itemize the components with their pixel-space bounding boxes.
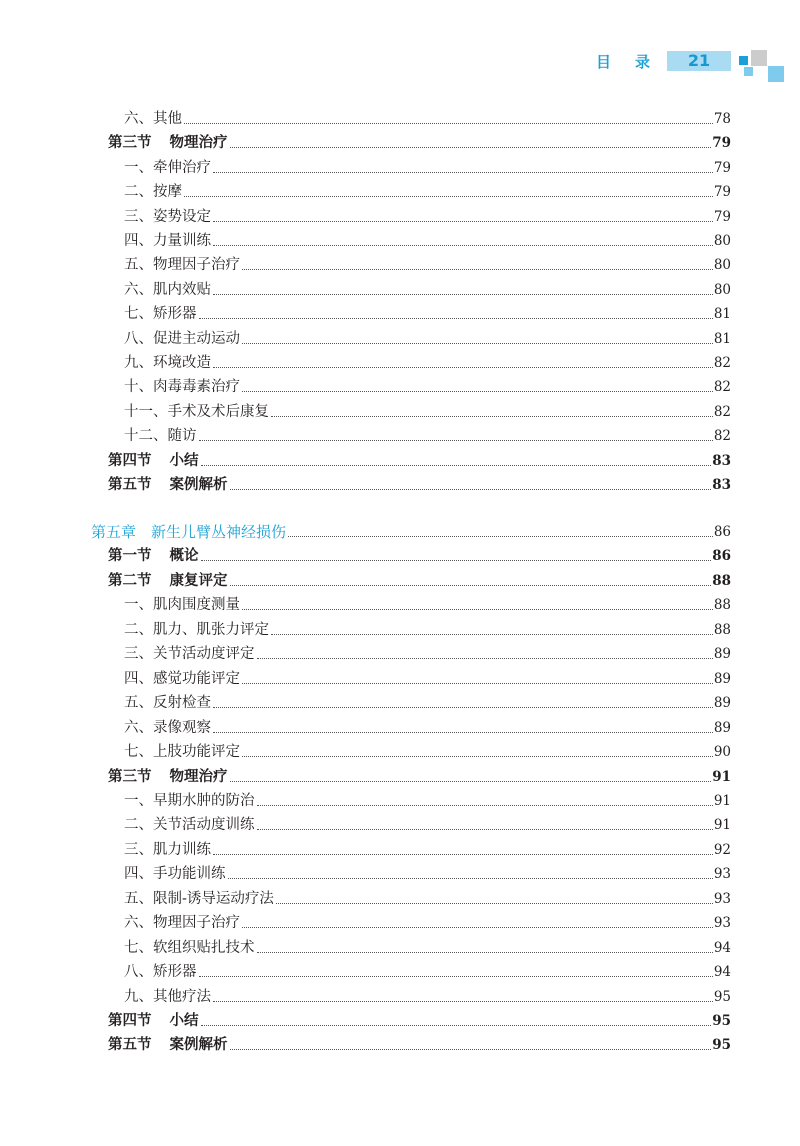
toc-item-label: 八、促进主动运动: [124, 330, 240, 347]
toc-page-number: 93: [713, 890, 731, 907]
toc-item-label: 二、肌力、肌张力评定: [124, 621, 269, 638]
toc-item-label: 三、关节活动度评定: [124, 646, 255, 663]
toc-item-label: 四、手功能训练: [124, 866, 226, 883]
toc-page-number: 90: [713, 744, 731, 761]
toc-page-number: 91: [713, 792, 731, 809]
dot-leader: [271, 416, 713, 417]
toc-page-number: 86: [712, 548, 731, 565]
toc-section-row: [108, 1008, 731, 1030]
toc-item-row: [124, 155, 731, 177]
toc-page-number: 94: [713, 964, 731, 981]
toc-item-row: [124, 617, 731, 639]
toc-item-label: 十一、手术及术后康复: [124, 403, 269, 420]
toc-item-row: [124, 959, 731, 981]
toc-item-label: 五、限制-诱导运动疗法: [124, 890, 274, 907]
toc-item-label: 三、姿势设定: [124, 208, 211, 225]
dot-leader: [230, 1049, 712, 1050]
toc-chapter-row: [91, 519, 731, 541]
dot-leader: [257, 658, 713, 659]
toc-page-number: 79: [713, 208, 731, 225]
running-title-char-2: 录: [635, 53, 653, 71]
toc-item-label: 五、反射检查: [124, 695, 211, 712]
dot-leader: [242, 927, 713, 928]
dot-leader: [201, 560, 712, 561]
toc-page-number: 88: [712, 572, 731, 589]
toc-page-number: 81: [713, 330, 731, 347]
toc-page-number: 91: [713, 817, 731, 834]
toc-section-label: [108, 476, 228, 494]
toc-section-row: [108, 472, 731, 494]
dot-leader: [276, 903, 713, 904]
toc-page-number: 79: [713, 159, 731, 176]
dot-leader: [213, 732, 713, 733]
toc-section-title: 康复评定: [169, 571, 228, 589]
dot-leader: [199, 976, 713, 977]
toc-item-row: [124, 910, 731, 932]
dot-leader: [201, 1025, 712, 1026]
toc-section-row: [108, 448, 731, 470]
page-number: 21: [667, 51, 731, 71]
dot-leader: [199, 318, 713, 319]
toc-item-row: [124, 984, 731, 1006]
dot-leader: [213, 221, 713, 222]
dot-leader: [242, 683, 713, 684]
toc-page-number: 91: [712, 768, 731, 785]
toc-section-label: [108, 1012, 199, 1030]
toc-item-label: 二、按摩: [124, 184, 182, 201]
dot-leader: [230, 781, 712, 782]
toc-item-label: 七、矫形器: [124, 306, 197, 323]
dot-leader: [213, 1001, 713, 1002]
toc-item-label: 八、矫形器: [124, 964, 197, 981]
dot-leader: [242, 756, 713, 757]
toc-item-label: 六、其他: [124, 111, 182, 127]
toc-item-row: [124, 350, 731, 372]
toc-page-number: 83: [712, 477, 731, 493]
toc-page-number: 83: [712, 452, 731, 469]
decor-square-lightblue-small: [744, 67, 753, 76]
dot-leader: [213, 707, 713, 708]
toc-section-title: 物理治疗: [169, 134, 228, 152]
toc-section-row: [108, 764, 731, 786]
toc-item-row: [124, 592, 731, 614]
toc-section-title: 案例解析: [169, 476, 228, 493]
toc-item-row: [124, 715, 731, 737]
toc-item-row: [124, 837, 731, 859]
toc-item-row: [124, 861, 731, 883]
dot-leader: [228, 878, 713, 879]
dot-leader: [242, 609, 713, 610]
toc-page-number: 79: [713, 184, 731, 201]
toc-item-row: [124, 277, 731, 299]
toc-section-number: 第五节: [108, 476, 152, 493]
toc-section-label: [108, 134, 228, 152]
toc-page-number: 82: [713, 403, 731, 420]
dot-leader: [213, 294, 713, 295]
toc-page-number: 80: [713, 233, 731, 249]
toc-section-number: 第五节: [108, 1036, 152, 1054]
toc-section-title: 物理治疗: [169, 767, 228, 785]
toc-section-title: 小结: [169, 1012, 199, 1029]
toc-item-row: [124, 886, 731, 908]
toc-page-number: 81: [713, 306, 731, 323]
toc-page-number: 95: [712, 1037, 731, 1054]
toc-item-row: [124, 374, 731, 396]
toc-item-row: [124, 179, 731, 201]
toc-section-label: [108, 768, 228, 786]
dot-leader: [288, 536, 713, 537]
toc-item-row: [124, 399, 731, 421]
decor-square-gray: [751, 50, 767, 66]
dot-leader: [213, 367, 713, 368]
toc-item-row: [124, 935, 731, 957]
toc-page-number: 80: [713, 281, 731, 298]
page-header: [0, 0, 800, 90]
toc-item-label: 三、肌力训练: [124, 841, 211, 858]
toc-page-number: 89: [713, 670, 731, 687]
toc-item-label: 十、肉毒毒素治疗: [124, 379, 240, 396]
toc-page-number: 82: [713, 428, 731, 445]
toc-page-number: 93: [713, 866, 731, 883]
toc-section-row: [108, 543, 731, 565]
toc-item-label: 七、上肢功能评定: [124, 744, 240, 761]
dot-leader: [242, 391, 713, 392]
toc-section-label: [108, 452, 199, 470]
toc-item-row: [124, 326, 731, 348]
decor-square-blue: [739, 56, 748, 65]
toc-page-number: 82: [713, 355, 731, 371]
toc-item-label: 二、关节活动度训练: [124, 817, 255, 834]
toc-page-number: 93: [713, 915, 731, 932]
dot-leader: [271, 634, 713, 635]
toc-item-row: [124, 641, 731, 663]
toc-section-number: 第一节: [108, 547, 152, 565]
toc-item-row: [124, 228, 731, 250]
dot-leader: [230, 585, 712, 586]
dot-leader: [184, 196, 713, 197]
running-title-char-1: 目: [596, 53, 614, 71]
dot-leader: [257, 805, 713, 806]
dot-leader: [184, 123, 713, 124]
toc-page-number: 86: [713, 524, 731, 540]
toc-section-number: 第二节: [108, 571, 152, 589]
toc-page-number: 78: [713, 111, 731, 127]
dot-leader: [201, 465, 712, 466]
toc-page-number: 95: [712, 1013, 731, 1029]
toc-item-label: 五、物理因子治疗: [124, 257, 240, 274]
toc-item-row: [124, 739, 731, 761]
toc-page-number: 92: [713, 841, 731, 858]
toc-section-number: 第四节: [108, 451, 152, 469]
dot-leader: [230, 489, 712, 490]
toc-section-title: 概论: [169, 547, 199, 565]
running-title: [596, 51, 652, 72]
toc-item-label: 六、录像观察: [124, 719, 211, 736]
toc-item-label: 六、物理因子治疗: [124, 915, 240, 932]
toc-page-number: 82: [713, 379, 731, 396]
toc-item-label: 九、环境改造: [124, 355, 211, 371]
toc-item-label: 九、其他疗法: [124, 988, 211, 1005]
dot-leader: [213, 172, 713, 173]
toc-page-number: 89: [713, 719, 731, 736]
toc-item-label: 四、力量训练: [124, 233, 211, 249]
toc-item-row: [124, 423, 731, 445]
dot-leader: [199, 440, 713, 441]
dot-leader: [242, 343, 713, 344]
toc-page-number: 88: [713, 597, 731, 614]
toc-section-number: 第三节: [108, 134, 152, 152]
toc-item-label: 一、牵伸治疗: [124, 159, 211, 176]
toc-page-number: 89: [713, 646, 731, 663]
dot-leader: [257, 952, 713, 953]
toc-item-row: [124, 301, 731, 323]
dot-leader: [242, 269, 713, 270]
toc-section-title: 案例解析: [169, 1036, 228, 1054]
toc-item-row: [124, 788, 731, 810]
toc-chapter-title: 第五章 新生儿臂丛神经损伤: [91, 523, 287, 541]
toc-section-number: 第三节: [108, 767, 152, 785]
toc-item-row: [124, 812, 731, 834]
toc-page-number: 79: [712, 135, 731, 152]
dot-leader: [213, 854, 713, 855]
toc-page-number: 95: [713, 988, 731, 1005]
toc-item-row: [124, 204, 731, 226]
toc-item-label: 十二、随访: [124, 428, 197, 445]
toc-section-number: 第四节: [108, 1012, 152, 1029]
dot-leader: [230, 147, 712, 148]
toc-item-row: [124, 106, 731, 128]
toc-page-number: 94: [713, 939, 731, 956]
toc-item-label: 一、肌肉围度测量: [124, 597, 240, 614]
toc-section-label: [108, 1036, 228, 1054]
toc-section-label: [108, 572, 228, 590]
toc-section-title: 小结: [169, 451, 199, 469]
toc-page-number: 80: [713, 257, 731, 274]
dot-leader: [257, 829, 713, 830]
toc-section-row: [108, 130, 731, 152]
toc-item-row: [124, 690, 731, 712]
toc-section-row: [108, 1032, 731, 1054]
toc-page-number: 89: [713, 695, 731, 712]
toc-page-number: 88: [713, 621, 731, 638]
toc-item-label: 四、感觉功能评定: [124, 670, 240, 687]
toc-item-label: 七、软组织贴扎技术: [124, 939, 255, 956]
toc-section-row: [108, 568, 731, 590]
toc-section-label: [108, 547, 199, 565]
toc-item-label: 一、早期水肿的防治: [124, 792, 255, 809]
dot-leader: [213, 245, 713, 246]
toc-item-row: [124, 666, 731, 688]
toc-item-row: [124, 252, 731, 274]
toc-item-label: 六、肌内效贴: [124, 281, 211, 298]
decor-square-lightblue: [768, 66, 784, 82]
